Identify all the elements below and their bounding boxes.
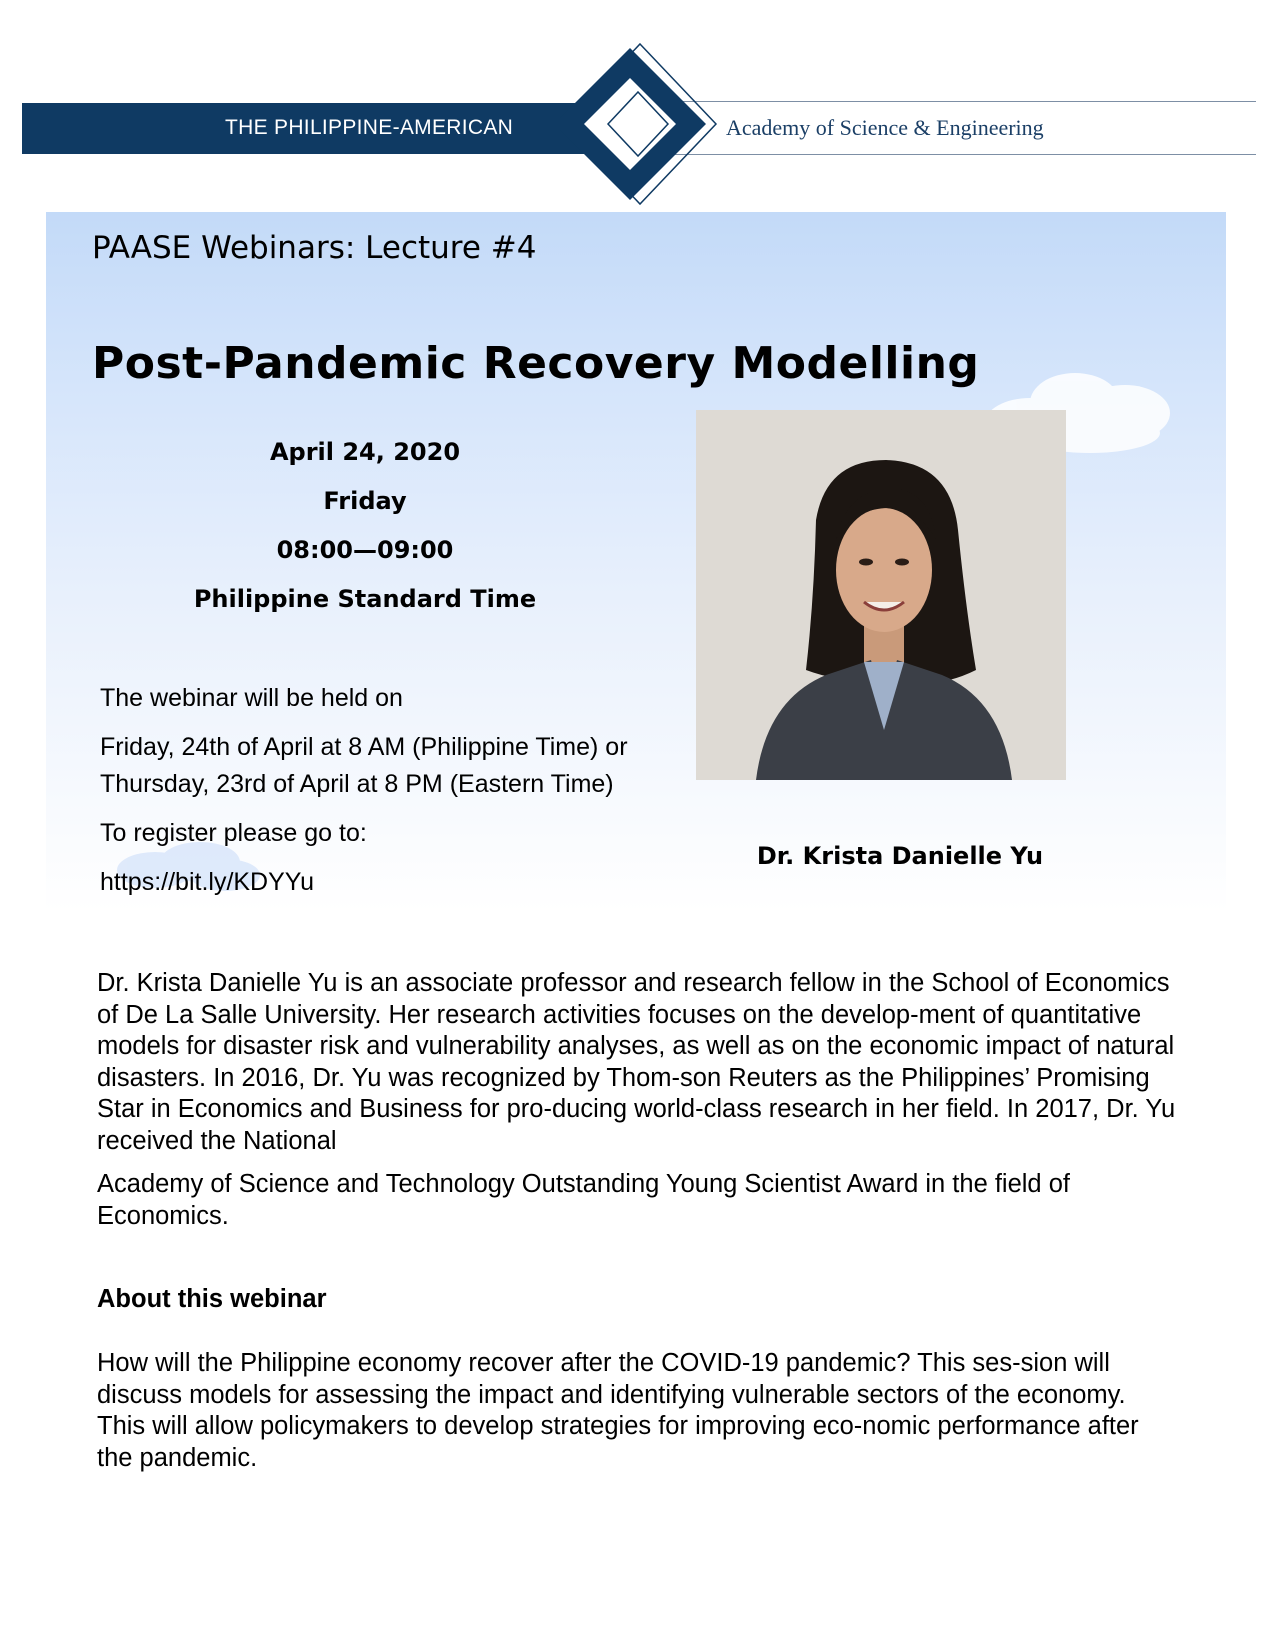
speaker-name: Dr. Krista Danielle Yu [756,842,1044,870]
register-label: To register please go to: [100,819,367,847]
info-intro: The webinar will be held on [100,684,403,712]
schedule-day: Friday [323,487,407,515]
schedule-time: 08:00—09:00 [276,536,454,564]
info-details: Friday, 24th of April at 8 AM (Philippine Time) or Thursday, 23rd of April at 8 PM (Eastern Time) [100,733,628,798]
org-name-right: Academy of Science & Engineering [726,115,1044,140]
schedule-timezone: Philippine Standard Time [193,585,537,613]
banner-rule-bottom [640,154,1256,155]
series-title: PAASE Webinars: Lecture #4 [92,230,537,266]
bio-paragraph: Dr. Krista Danielle Yu is an associate professor and research fellow in the School of Economics of De La Salle University. Her research activities focuses on the develop-ment of quantitative models for disaster risk and vulnerability analyses, as well as on the economic impact of natural disasters. In 2016, Dr. Yu was recognized by Thom-son Reuters as the Philippines’ Promising Star in Economics and Business for pro-ducing world-class research in her field. In 2017, Dr. Yu received the National [97,969,1176,1155]
about-text: How will the Philippine economy recover after the COVID-19 pandemic? This ses-sion will discuss models for assessing the impact and identifying vulnerable sectors of the economy. This will allow policymakers to develop strategies for improving eco-nomic performance after the pandemic. [97,1349,1139,1472]
schedule-block [140,428,590,624]
banner-rule-top [640,101,1256,102]
paase-logo-icon [560,40,720,210]
speaker-photo [696,410,1066,780]
org-name-left: THE PHILIPPINE-AMERICAN [225,116,514,139]
webinar-info [100,680,640,901]
speaker-bio [97,968,1177,1232]
schedule-date: April 24, 2020 [269,438,461,466]
about-heading: About this webinar [97,1285,327,1313]
bio-paragraph: Academy of Science and Technology Outstanding Young Scientist Award in the field of Economics. [97,1170,1070,1230]
lecture-title: Post-Pandemic Recovery Modelling [92,338,980,389]
register-link[interactable]: https://bit.ly/KDYYu [100,868,314,896]
